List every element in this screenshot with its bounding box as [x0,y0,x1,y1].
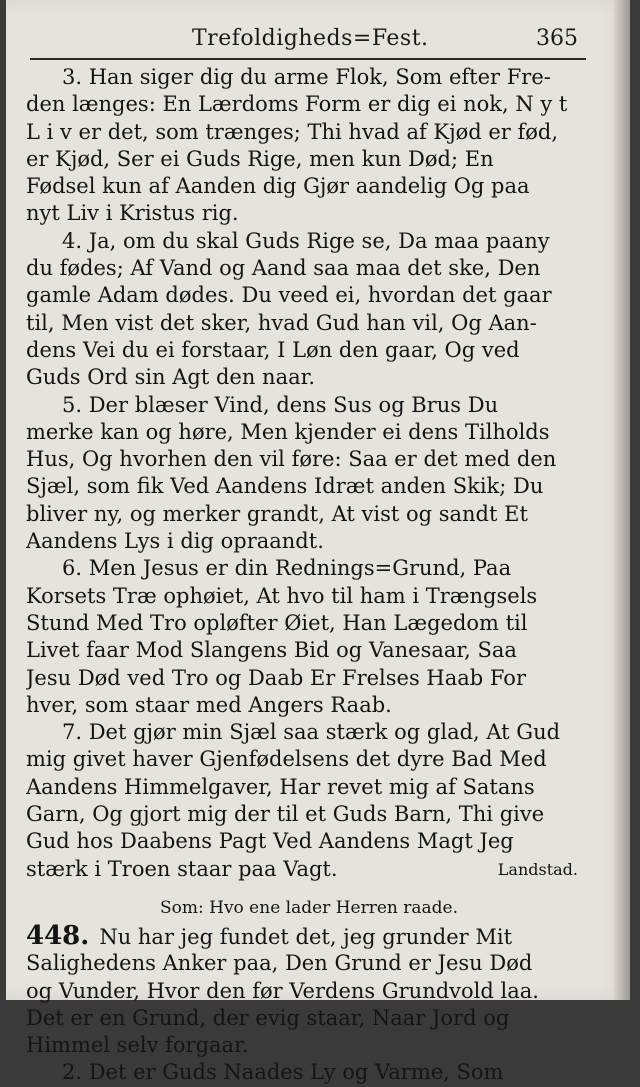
page-edge-shadow [614,0,630,1000]
verse-line: hver, som staar med Angers Raab. [26,692,392,717]
verse-line: gamle Adam dødes. Du veed ei, hvordan det gaar [26,283,552,308]
verse-line: den længes: En Lærdoms Form er dig ei nok, N y t [26,92,568,117]
verse-line: bliver ny, og merker grandt, At vist og sandt Et [26,501,528,526]
hymn-line: Himmel selv forgaar. [26,1033,249,1058]
verse-line: Livet faar Mod Slangens Bid og Vanesaar, Saa [26,638,517,663]
verse-line: Korsets Træ ophøiet, At hvo til ham i Trængsels [26,583,538,608]
verse-line: Fødsel kun af Aanden dig Gjør aandelig Og paa [26,174,530,199]
verse-line: L i v er det, som trænges; Thi hvad af Kjød er fød, [26,119,559,144]
text-body [26,64,592,1087]
running-title: Trefoldigheds=Fest. [192,26,429,51]
verse-line: Gud hos Daabens Pagt Ved Aandens Magt Jeg [26,829,514,854]
verse-line: Jesu Død ved Tro og Daab Er Frelses Haab For [26,665,526,690]
hymn-448 [26,923,592,1087]
verse-line: Aandens Himmelgaver, Har revet mig af Satans [26,774,535,799]
verse-lines [26,64,592,883]
verse-line: Aandens Lys i dig opraandt. [26,529,324,554]
verse-line: Garn, Og gjort mig der til et Guds Barn, Thi give [26,802,545,827]
verse-line: 5. Der blæser Vind, dens Sus og Brus Du [62,392,499,417]
verse-line: Hus, Og hvorhen den vil føre: Saa er det med den [26,447,557,472]
verse-line: til, Men vist det sker, hvad Gud han vil, Og Aan- [26,310,537,335]
verse-line: 4. Ja, om du skal Guds Rige se, Da maa paany [62,228,550,253]
hymn-line: og Vunder, Hvor den før Verdens Grundvold laa. [26,978,539,1003]
hymn-first-line [26,923,592,950]
verse-line: Guds Ord sin Agt den naar. [26,365,316,390]
verse-line: mig givet haver Gjenfødelsens det dyre Bad Med [26,747,547,772]
hymn-line: Nu har jeg fundet det, jeg grunder Mit [99,924,513,949]
book-page [6,0,630,1085]
verse-line: du fødes; Af Vand og Aand saa maa det ske, Den [26,256,541,281]
hymn-line: Salighedens Anker paa, Den Grund er Jesu Død [26,951,533,976]
hymn-number: 448. [26,922,90,951]
verse-line: Stund Med Tro opløfter Øiet, Han Lægedom til [26,610,528,635]
verse-line: merke kan og høre, Men kjender ei dens Tilholds [26,419,550,444]
verse-line: 7. Det gjør min Sjæl saa stærk og glad, At Gud [62,720,561,745]
verse-line: 3. Han siger dig du arme Flok, Som efter Fre- [62,65,551,89]
verse-line: dens Vei du ei forstaar, I Løn den gaar, Og ved [26,337,520,362]
page-header [6,26,630,54]
hymn-line: Det er en Grund, der evig staar, Naar Jord og [26,1005,510,1030]
author-signature: Landstad. [497,859,578,879]
melody-note: Som: Hvo ene lader Herren raade. [159,897,458,918]
verse-line: er Kjød, Ser ei Guds Rige, men kun Død; En [26,146,494,171]
hymn-verse-2-line: 2. Det er Guds Naades Ly og Varme, Som [62,1060,504,1085]
verse-line: Sjæl, som fik Ved Aandens Idræt anden Skik; Du [26,474,544,499]
verse-line: stærk i Troen staar paa Vagt. [26,856,338,881]
header-rule [30,58,586,60]
verse-line: 6. Men Jesus er din Rednings=Grund, Paa [62,556,512,581]
verse-line: nyt Liv i Kristus rig. [26,201,239,226]
page-number: 365 [536,26,578,51]
